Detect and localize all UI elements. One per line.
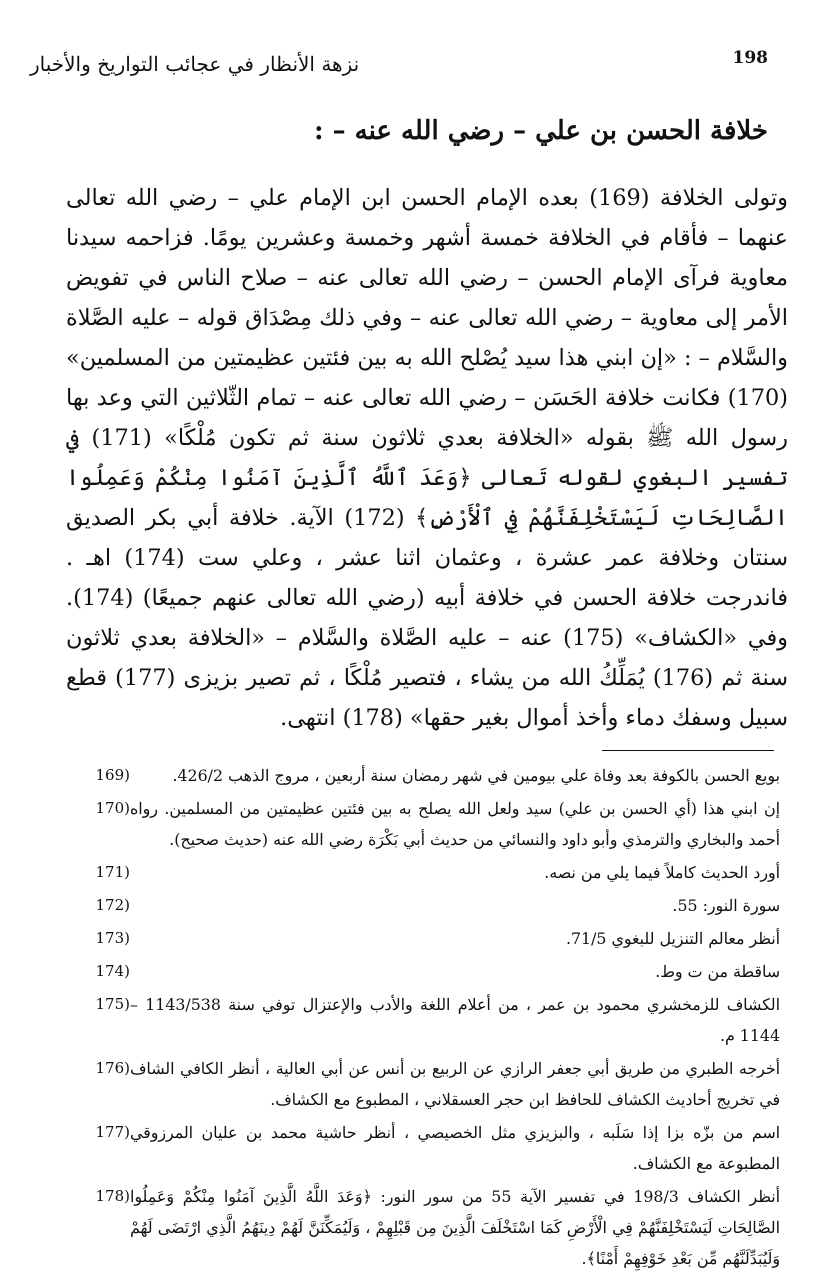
footnote-text: ساقطة من ت وط. bbox=[655, 962, 780, 981]
page-number: 198 bbox=[732, 48, 768, 68]
footnote-text: أورد الحديث كاملاً فيما يلي من نصه. bbox=[544, 863, 780, 882]
footnote-172 bbox=[64, 890, 780, 921]
footnote-176 bbox=[64, 1053, 780, 1115]
footnote-number: 173) bbox=[95, 929, 130, 947]
section-title: خلافة الحسن بن علي – رضي الله عنه – : bbox=[313, 116, 768, 146]
footnote-text: سورة النور: 55. bbox=[672, 896, 780, 915]
footnote-number: 176) bbox=[95, 1059, 130, 1077]
footnotes bbox=[64, 760, 780, 1276]
footnote-text: أنظر معالم التنزيل للبغوي 71/5. bbox=[565, 929, 780, 948]
footnote-separator bbox=[602, 750, 774, 751]
footnote-text: إن ابني هذا (أي الحسن بن علي) سيد ولعل الله يصلح به بين فئتين عظيمتين من المسلمين. رواه أحمد والبخاري والترمذي وأبو داود والنسائي من حديث أبي بَكْرَة رضي الله عنه (حديث صحيح). bbox=[130, 799, 780, 849]
footnote-text: أنظر الكشاف 198/3 في تفسير الآية 55 من سور النور: ﴿وَعَدَ اللَّهُ الَّذِينَ آمَنُوا مِنْكُمْ وَعَمِلُوا الصَّالِحَاتِ لَيَسْتَخْلِفَنَّهُمْ فِي الْأَرْضِ كَمَا اسْتَخْلَفَ الَّذِينَ مِن قَبْلِهِمْ ، وَلَيُمَكِّنَنَّ لَهُمْ دِينَهُمُ الَّذِي ارْتَضَى لَهُمْ وَلَيُبَدِّلَنَّهُم مِّن بَعْدِ خَوْفِهِمْ أَمْنًا﴾. bbox=[130, 1187, 780, 1268]
footnote-171 bbox=[64, 857, 780, 888]
footnote-number: 178) bbox=[95, 1187, 130, 1205]
body-paragraph: وتولى الخلافة (169) بعده الإمام الحسن ابن الإمام علي – رضي الله تعالى عنهما – فأقام في الخلافة خمسة أشهر وخمسة وعشرين يومًا. فزاحمه سيدنا معاوية فرآى الإمام الحسن – رضي الله تعالى عنه – صلاح الناس في تفويض الأمر إلى معاوية – رضي الله تعالى عنه – وفي ذلك مِصْدَاق قوله – عليه الصَّلاة والسَّلام – : «إن ابني هذا سيد يُصْلح الله به بين فئتين عظيمتين من المسلمين» (170) فكانت خلافة الحَسَن – رضي الله تعالى عنه – تمام الثّلاثين التي وعد بها رسول الله ﷺ بقوله «الخلافة بعدي ثلاثون سنة ثم تكون مُلْكًا» (171) في تفسير البغوي لقوله تَعالى ﴿وَعَدَ ٱللَّهُ ٱلَّذِينَ آمَنُوا مِنْكُمْ وَعَمِلُوا الصَّالِحَاتِ لَيَسْتَخْلِفَنَّهُمْ فِي ٱلْأَرْضِ﴾ (172) الآية. خلافة أبي بكر الصديق سنتان وخلافة عمر عشرة ، وعثمان اثنا عشر ، وعلي ست (174) اهـ . فاندرجت خلافة الحسن في خلافة أبيه (رضي الله تعالى عنهم جميعًا) (174). وفي «الكشاف» (175) عنه – عليه الصَّلاة والسَّلام – «الخلافة بعدي ثلاثون سنة ثم (176) يُمَلِّكُ الله من يشاء ، فتصير مُلْكًا ، ثم تصير بزيزى (177) قطع سبيل وسفك دماء وأخذ أموال بغير حقها» (178) انتهى. bbox=[66, 185, 788, 731]
footnote-text: أخرجه الطبري من طريق أبي جعفر الرازي عن الربيع بن أنس عن أبي العالية ، أنظر الكافي الشاف في تخريج أحاديث الكشاف للحافظ ابن حجر العسقلاني ، المطبوع مع الكشاف. bbox=[130, 1059, 780, 1109]
footnote-178 bbox=[64, 1181, 780, 1274]
footnote-text: الكشاف للزمخشري محمود بن عمر ، من أعلام اللغة والأدب والإعتزال توفي سنة 1143/538 – 1144 م. bbox=[130, 995, 781, 1045]
footnote-177 bbox=[64, 1117, 780, 1179]
footnote-170 bbox=[64, 793, 780, 855]
footnote-number: 170) bbox=[95, 799, 130, 817]
main-text bbox=[66, 178, 788, 738]
footnote-text: اسم من بزّه بزا إذا سَلَبه ، والبزيزي مثل الخصيصي ، أنظر حاشية محمد بن عليان المرزوقي المطبوعة مع الكشاف. bbox=[130, 1123, 780, 1173]
footnote-174 bbox=[64, 956, 780, 987]
footnote-number: 169) bbox=[95, 766, 130, 784]
footnote-number: 177) bbox=[95, 1123, 130, 1141]
footnote-number: 172) bbox=[95, 896, 130, 914]
footnote-number: 171) bbox=[95, 863, 130, 881]
footnote-169 bbox=[64, 760, 780, 791]
footnote-number: 175) bbox=[95, 995, 130, 1013]
footnote-text: بويع الحسن بالكوفة بعد وفاة علي بيومين في شهر رمضان سنة أربعين ، مروج الذهب 426/2. bbox=[172, 766, 780, 785]
footnote-175 bbox=[64, 989, 780, 1051]
footnote-173 bbox=[64, 923, 780, 954]
running-header bbox=[30, 44, 768, 84]
footnote-number: 174) bbox=[95, 962, 130, 980]
running-title: نزهة الأنظار في عجائب التواريخ والأخبار bbox=[30, 52, 360, 76]
